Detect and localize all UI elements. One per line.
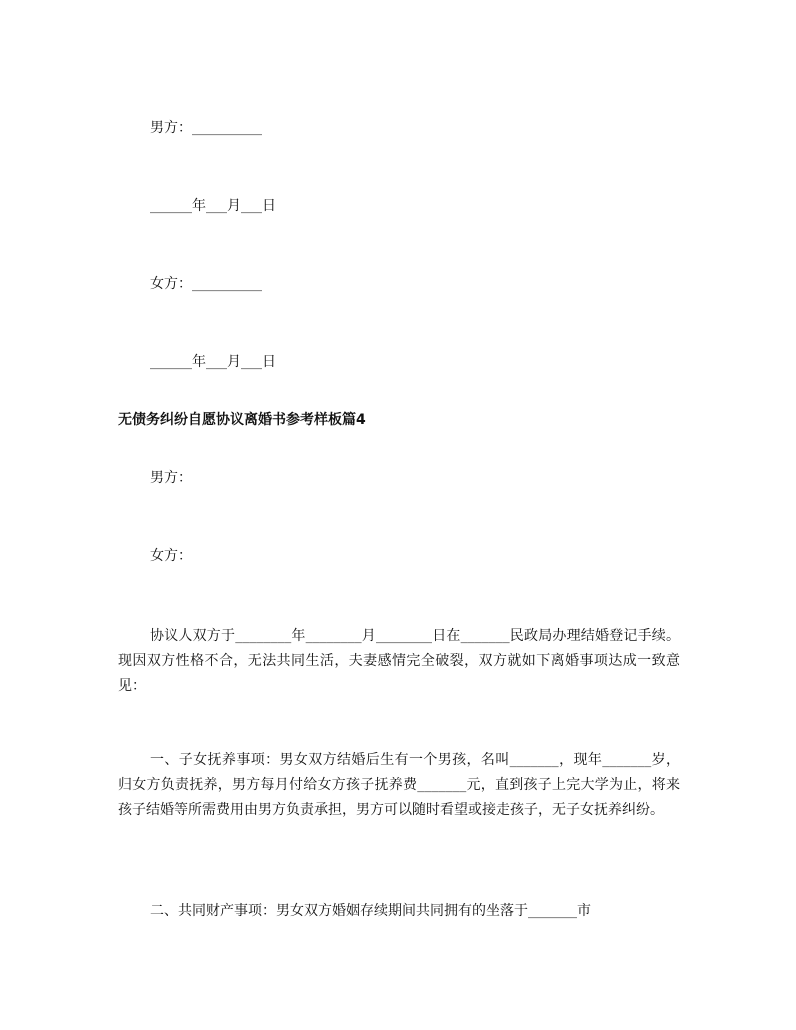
paragraph-intro: 协议人双方于________年________月________日在_______民政局办理结婚登记手续。现因双方性格不合，无法共同生活，夫妻感情完全破裂，双方就如下离婚事项达成一致意见： xyxy=(118,628,680,694)
paragraph-children: 一、子女抚养事项：男女双方结婚后生有一个男孩，名叫_______，现年_______岁，归女方负责抚养，男方每月付给女方孩子抚养费_______元，直到孩子上完大学为止，将来孩子结婚等所需费用由男方负责承担，男方可以随时看望或接走孩子，无子女抚养纠纷。 xyxy=(118,752,680,818)
section-title: 无债务纠纷自愿协议离婚书参考样板篇4 xyxy=(118,412,366,428)
paragraph-property: 二、共同财产事项：男女双方婚姻存续期间共同拥有的坐落于_______市 xyxy=(150,903,591,919)
female-signature-line: 女方：__________ xyxy=(150,276,262,292)
male-label: 男方： xyxy=(150,470,192,486)
date-line-1: ______年___月___日 xyxy=(150,198,276,214)
male-signature-line: 男方：__________ xyxy=(150,120,262,136)
date-line-2: ______年___月___日 xyxy=(150,354,276,370)
female-label: 女方： xyxy=(150,548,192,564)
